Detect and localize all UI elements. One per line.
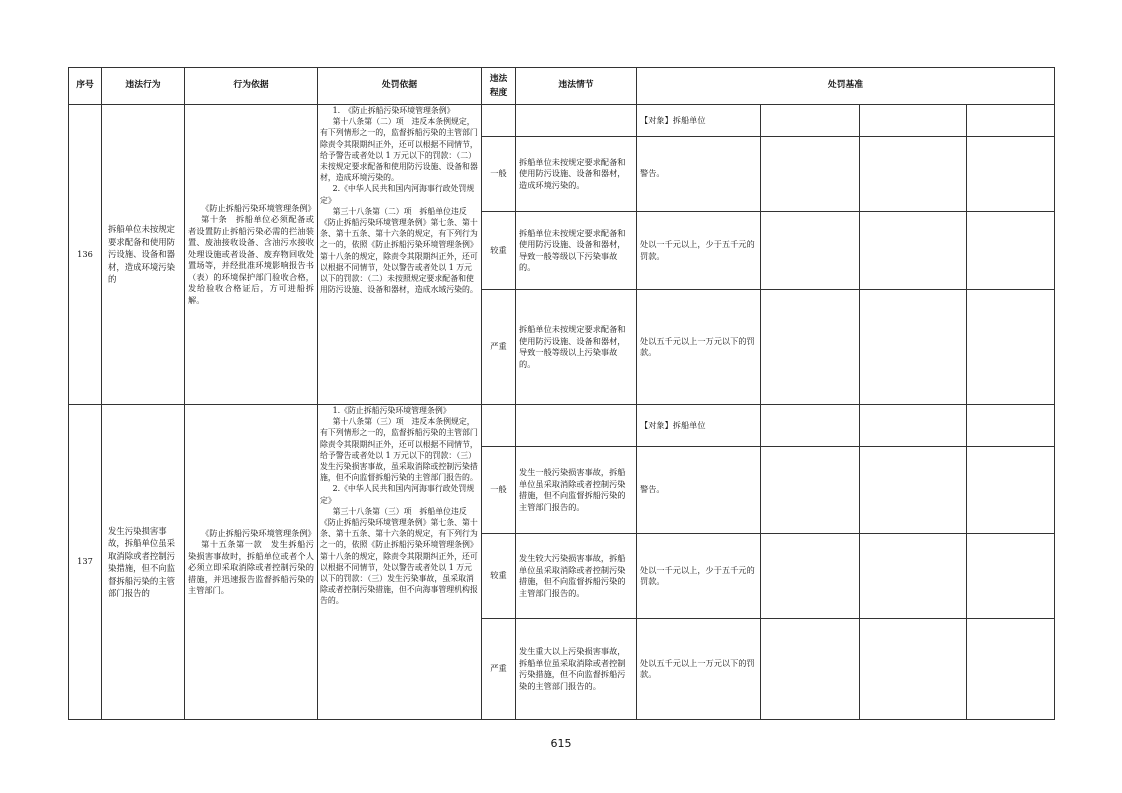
empty-cell <box>761 105 860 137</box>
standard-text: 警告。 <box>637 137 761 212</box>
row-number: 137 <box>69 405 102 720</box>
penalty-table <box>68 67 1055 720</box>
empty-cell <box>860 105 967 137</box>
degree-label: 一般 <box>482 447 516 534</box>
degree-label: 较重 <box>482 212 516 290</box>
row-number: 136 <box>69 105 102 405</box>
empty-cell <box>761 212 860 290</box>
degree-empty <box>482 105 516 137</box>
header-no: 序号 <box>69 68 102 105</box>
degree-label: 严重 <box>482 290 516 405</box>
circumstance-text: 发生一般污染损害事故，拆船单位虽采取消除或者控制污染措施，但不向监督拆船污染的主管部门报告的。 <box>516 447 637 534</box>
degree-label: 较重 <box>482 534 516 619</box>
standard-text: 处以五千元以上一万元以下的罚款。 <box>637 619 761 720</box>
empty-cell <box>967 405 1055 447</box>
header-standard: 处罚基准 <box>637 68 1055 105</box>
table-row <box>69 405 1055 447</box>
empty-cell <box>967 290 1055 405</box>
legal-item: 2.《中华人民共和国内河海事行政处罚规定》 <box>320 484 475 505</box>
empty-cell <box>860 405 967 447</box>
circumstance-text: 拆船单位未按规定要求配备和使用防污设施、设备和器材，导致一般等级以上污染事故的。 <box>516 290 637 405</box>
penalty-basis <box>318 105 482 405</box>
empty-cell <box>761 447 860 534</box>
violation-act: 发生污染损害事故，拆船单位虽采取消除或者控制污染措施，但不向监督拆船污染的主管部门报告的 <box>102 405 185 720</box>
degree-label: 严重 <box>482 619 516 720</box>
empty-cell <box>967 137 1055 212</box>
standard-text: 警告。 <box>637 447 761 534</box>
penalty-basis <box>318 405 482 720</box>
empty-cell <box>761 534 860 619</box>
circumstance-text: 拆船单位未按规定要求配备和使用防污设施、设备和器材，导致一般等级以下污染事故的。 <box>516 212 637 290</box>
empty-cell <box>967 619 1055 720</box>
violation-act: 拆船单位未按规定要求配备和使用防污设施、设备和器材，造成环境污染的 <box>102 105 185 405</box>
legal-item: 第十八条第（三）项 违反本条例规定，有下列情形之一的，监督拆船污染的主管部门除责令其限期纠正外，还可以根据不同情节，给予警告或者处以 1 万元以下的罚款：（三）发生污染损害事故，虽采取消除或控制污染措施，但不向监督拆船污染的主管部门报告的。 <box>320 417 478 483</box>
page-number: 615 <box>550 737 572 750</box>
standard-text: 处以一千元以上，少于五千元的罚款。 <box>637 534 761 619</box>
empty-cell <box>860 137 967 212</box>
legal-item: 第十八条第（二）项 违反本条例规定，有下列情形之一的，监督拆船污染的主管部门除责令其限期纠正外，还可以根据不同情节，给予警告或者处以 1 万元以下的罚款：（二）未按规定要求配备和使用防污设施、设备和器材，造成环境污染的。 <box>320 117 478 183</box>
empty-cell <box>860 290 967 405</box>
legal-item: 第三十八条第（三）项 拆船单位违反《防止拆船污染环境管理条例》第七条、第十条、第十五条、第十六条的规定，有下列行为之一的，依照《防止拆船污染环境管理条例》第十八条的规定，除责令其限期纠正外，还可以根据不同情节，处以警告或者处以 1 万元以下的罚款：（三）发生污染事故，虽采取消除或者控制污染措施，但不向海事管理机构报告的。 <box>320 506 478 606</box>
header-act: 违法行为 <box>102 68 185 105</box>
header-basis: 行为依据 <box>185 68 318 105</box>
empty-cell <box>967 534 1055 619</box>
legal-item: 2.《中华人民共和国内河海事行政处罚规定》 <box>320 184 475 205</box>
basis-text: 第十五条第一款 发生拆船污染损害事故时，拆船单位或者个人必须立即采取消除或者控制污染的措施，并迅速报告监督拆船污染的主管部门。 <box>188 539 314 595</box>
circumstance-text: 发生重大以上污染损害事故，拆船单位虽采取消除或者控制污染措施，但不向监督拆船污染的主管部门报告的。 <box>516 619 637 720</box>
circumstance-empty <box>516 405 637 447</box>
empty-cell <box>761 290 860 405</box>
behavior-basis <box>185 405 318 720</box>
legal-item: 第三十八条第（二）项 拆船单位违反《防止拆船污染环境管理条例》第七条、第十条、第十五条、第十六条的规定，有下列行为之一的，依照《防止拆船污染环境管理条例》第十八条的规定，除责令其限期纠正外，还可以根据不同情节，处以警告或者处以 1 万元以下的罚款：（二）未按照规定要求配备和使用防污设施、设备和器材，造成水域污染的。 <box>320 206 478 295</box>
basis-title: 《防止拆船污染环境管理条例》 <box>201 202 316 213</box>
empty-cell <box>860 534 967 619</box>
empty-cell <box>967 447 1055 534</box>
header-degree: 违法 程度 <box>482 68 516 105</box>
empty-cell <box>761 405 860 447</box>
empty-cell <box>860 619 967 720</box>
legal-item: 1.《防止拆船污染环境管理条例》 <box>332 406 451 415</box>
circumstance-text: 发生较大污染损害事故，拆船单位虽采取消除或者控制污染措施，但不向监督拆船污染的主管部门报告的。 <box>516 534 637 619</box>
standard-text: 处以一千元以上，少于五千元的罚款。 <box>637 212 761 290</box>
basis-title: 《防止拆船污染环境管理条例》 <box>201 527 316 538</box>
circumstance-empty <box>516 105 637 137</box>
behavior-basis <box>185 105 318 405</box>
header-penalty-basis: 处罚依据 <box>318 68 482 105</box>
degree-empty <box>482 405 516 447</box>
degree-label: 一般 <box>482 137 516 212</box>
circumstance-text: 拆船单位未按规定要求配备和使用防污设施、设备和器材，造成环境污染的。 <box>516 137 637 212</box>
empty-cell <box>967 105 1055 137</box>
empty-cell <box>761 137 860 212</box>
empty-cell <box>860 447 967 534</box>
penalty-object: 【对象】拆船单位 <box>637 105 761 137</box>
empty-cell <box>761 619 860 720</box>
header-circumstance: 违法情节 <box>516 68 637 105</box>
empty-cell <box>967 212 1055 290</box>
legal-item: 1. 《防止拆船污染环境管理条例》 <box>332 106 455 115</box>
empty-cell <box>860 212 967 290</box>
basis-text: 第十条 拆船单位必须配备或者设置防止拆船污染必需的拦油装置、废油接收设备、含油污水接收处理设施或者设备、废弃物回收处置场等，并经批准环境影响报告书（表）的环境保护部门验收合格，发给验收合格证后，方可进船拆解。 <box>188 214 314 305</box>
header-row <box>69 68 1055 105</box>
table-row <box>69 105 1055 137</box>
penalty-object: 【对象】拆船单位 <box>637 405 761 447</box>
standard-text: 处以五千元以上一万元以下的罚款。 <box>637 290 761 405</box>
